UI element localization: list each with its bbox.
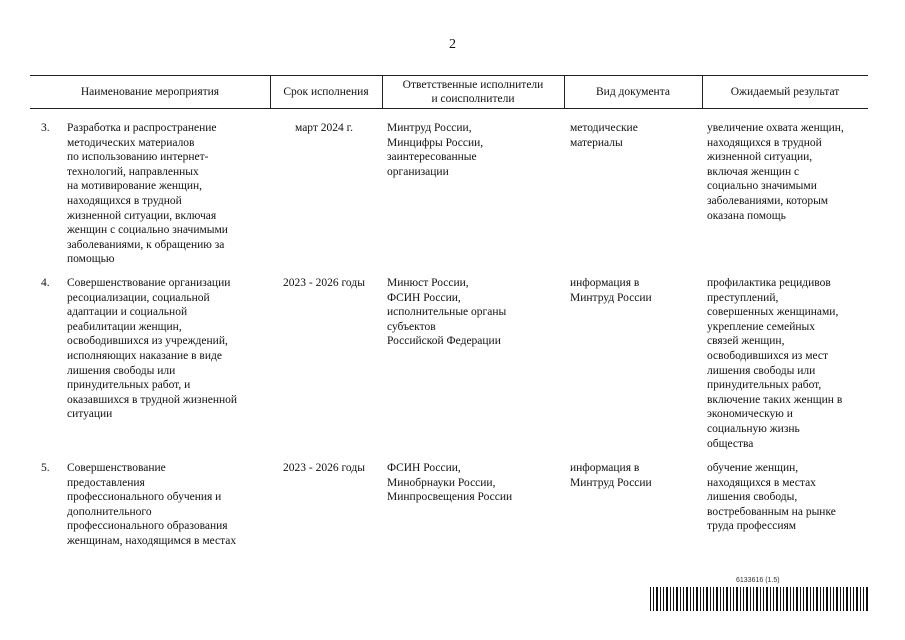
text-line: Ожидаемый результат: [730, 86, 840, 98]
barcode-bar: [686, 587, 688, 611]
barcode-bar: [670, 587, 671, 611]
text-line: на мотивирование женщин,: [67, 180, 203, 193]
text-line: находящихся в трудной: [707, 136, 822, 149]
barcode-bar: [683, 587, 684, 611]
barcode-bar: [716, 587, 718, 611]
row-responsible: [387, 276, 562, 349]
text-line: находящихся в трудной: [67, 194, 182, 207]
barcode-bar: [833, 587, 834, 611]
header-responsible: [382, 76, 564, 108]
barcode-bar: [696, 587, 698, 611]
barcode-bar: [690, 587, 691, 611]
barcode-bar: [740, 587, 741, 611]
text-line: заболеваниями, которым: [707, 194, 829, 207]
barcode-bar: [810, 587, 811, 611]
text-line: лишения свободы,: [707, 491, 798, 504]
text-line: март 2024 г.: [295, 122, 353, 134]
text-line: Минцифры России,: [387, 136, 484, 149]
row-responsible: [387, 121, 562, 179]
text-line: экономическую и: [707, 408, 793, 421]
row-doc-type: [570, 461, 698, 490]
text-line: Совершенствование: [67, 462, 166, 474]
text-line: Разработка и распространение: [67, 122, 217, 134]
barcode-bar: [673, 587, 674, 611]
barcode-bar: [736, 587, 738, 611]
row-number: 3.: [41, 122, 50, 134]
barcode-bar: [743, 587, 744, 611]
text-line: преступлений,: [707, 291, 779, 304]
barcode-bar: [763, 587, 764, 611]
row-result: [707, 121, 867, 223]
text-line: адаптации и социальной: [67, 306, 188, 319]
text-line: Минпросвещения России: [387, 491, 513, 504]
barcode-bar: [720, 587, 721, 611]
barcode-bar: [816, 587, 818, 611]
barcode-bar: [796, 587, 798, 611]
row-doc-type: [570, 121, 698, 150]
text-line: Наименование мероприятия: [80, 86, 220, 98]
barcode-bar: [830, 587, 831, 611]
row-name: [67, 276, 267, 422]
text-line: предоставления: [67, 476, 145, 489]
barcode-bar: [753, 587, 754, 611]
text-line: технологий, направленных: [67, 165, 199, 178]
text-line: ресоциализации, социальной: [67, 291, 210, 304]
barcode-bar: [653, 587, 654, 611]
barcode-bar: [790, 587, 791, 611]
barcode-bar: [800, 587, 801, 611]
row-deadline: [272, 276, 376, 291]
barcode-bar: [853, 587, 854, 611]
text-line: Минюст России,: [387, 277, 469, 289]
row-deadline: [272, 121, 376, 136]
barcode-bar: [793, 587, 794, 611]
row-number: 5.: [41, 462, 50, 474]
barcode-bar: [693, 587, 694, 611]
text-line: оказавшихся в трудной жизненной: [67, 393, 238, 406]
text-line: включая женщин с: [707, 165, 800, 178]
text-line: оказана помощь: [707, 209, 786, 222]
barcode-bar: [866, 587, 868, 611]
text-line: женщин с социально значимыми: [67, 224, 228, 237]
text-line: Совершенствование организации: [67, 277, 231, 289]
barcode-bar: [786, 587, 788, 611]
barcode-bar: [850, 587, 851, 611]
text-line: связей женщин,: [707, 335, 785, 348]
text-line: заболеваниями, к обращению за: [67, 238, 225, 251]
text-line: принудительных работ,: [707, 379, 822, 392]
barcode-bar: [650, 587, 651, 611]
text-line: Минтруд России: [570, 476, 652, 489]
barcode-number: 6133616 (1.5): [736, 577, 780, 584]
barcode-bar: [713, 587, 714, 611]
row-name: [67, 121, 267, 267]
text-line: ФСИН России,: [387, 291, 461, 304]
text-line: социально значимыми: [707, 180, 817, 193]
barcode-bar: [710, 587, 711, 611]
barcode-bar: [760, 587, 761, 611]
barcode-bar: [676, 587, 678, 611]
text-line: заинтересованные: [387, 151, 477, 164]
barcode-bar: [856, 587, 858, 611]
text-line: информация в: [570, 277, 640, 289]
barcode-bar: [746, 587, 748, 611]
text-line: лишения свободы или: [707, 364, 816, 377]
barcode-bar: [730, 587, 731, 611]
barcode-bar: [776, 587, 778, 611]
barcode-bar: [773, 587, 774, 611]
text-line: труда профессиям: [707, 520, 797, 533]
text-line: жизненной ситуации, включая: [67, 209, 217, 222]
text-line: профессионального образования: [67, 520, 228, 533]
barcode-bar: [820, 587, 821, 611]
barcode-bar: [770, 587, 771, 611]
barcode-bar: [823, 587, 824, 611]
text-line: 2023 - 2026 годы: [283, 462, 365, 474]
text-line: социальную жизнь: [707, 422, 800, 435]
barcode-bar: [843, 587, 844, 611]
header-deadline: [270, 76, 382, 108]
text-line: реабилитации женщин,: [67, 320, 182, 333]
row-responsible: [387, 461, 562, 505]
barcode-bar: [750, 587, 751, 611]
text-line: 2023 - 2026 годы: [283, 277, 365, 289]
barcode-bar: [813, 587, 814, 611]
text-line: жизненной ситуации,: [707, 151, 813, 164]
text-line: профессионального обучения и: [67, 491, 222, 504]
text-line: освободившихся из мест: [707, 349, 829, 362]
text-line: ситуации: [67, 408, 113, 421]
barcode-bar: [726, 587, 728, 611]
barcode-bar: [756, 587, 758, 611]
page-number: 2: [449, 37, 456, 52]
barcode-bar: [706, 587, 708, 611]
text-line: Минобрнауки России,: [387, 476, 496, 489]
text-line: Минтруд России,: [387, 122, 472, 134]
barcode-bar: [780, 587, 781, 611]
text-line: общества: [707, 437, 754, 450]
barcode-bar: [783, 587, 784, 611]
row-deadline: [272, 461, 376, 476]
row-result: [707, 461, 867, 534]
barcode-bar: [766, 587, 768, 611]
text-line: помощью: [67, 253, 115, 266]
barcode-bar: [826, 587, 828, 611]
barcode-bar: [846, 587, 848, 611]
barcode-bar: [840, 587, 841, 611]
text-line: Вид документа: [596, 86, 670, 98]
text-line: организации: [387, 165, 449, 178]
text-line: информация в: [570, 462, 640, 474]
barcode-bar: [803, 587, 804, 611]
text-line: профилактика рецидивов: [707, 277, 831, 289]
barcode-bar: [806, 587, 808, 611]
barcode-bar: [733, 587, 734, 611]
text-line: Минтруд России: [570, 291, 652, 304]
barcode-bar: [863, 587, 864, 611]
text-line: востребованным на рынке: [707, 505, 836, 518]
text-line: увеличение охвата женщин,: [707, 122, 844, 134]
text-line: лишения свободы или: [67, 364, 176, 377]
header-name: [30, 76, 270, 108]
text-line: по использованию интернет-: [67, 151, 209, 164]
barcode-bar: [860, 587, 861, 611]
header-doc-type: [564, 76, 702, 108]
barcode-bar: [663, 587, 664, 611]
text-line: и соисполнители: [431, 93, 515, 105]
text-line: совершенных женщинами,: [707, 306, 839, 319]
header-result: [702, 76, 868, 108]
text-line: субъектов: [387, 320, 436, 333]
row-result: [707, 276, 867, 451]
text-line: находящихся в местах: [707, 476, 816, 489]
barcode: [650, 587, 870, 611]
text-line: дополнительного: [67, 505, 152, 518]
text-line: Ответственные исполнители: [402, 79, 544, 91]
text-line: ФСИН России,: [387, 462, 461, 474]
row-number: 4.: [41, 277, 50, 289]
barcode-bar: [666, 587, 668, 611]
barcode-bar: [660, 587, 661, 611]
text-line: обучение женщин,: [707, 462, 799, 474]
text-line: исполнительные органы: [387, 306, 507, 319]
barcode-bar: [836, 587, 838, 611]
barcode-bar: [656, 587, 658, 611]
text-line: Российской Федерации: [387, 335, 501, 348]
barcode-bar: [723, 587, 724, 611]
text-line: принудительных работ, и: [67, 379, 191, 392]
header-bottom-rule: [30, 108, 868, 109]
barcode-bar: [700, 587, 701, 611]
barcode-bar: [703, 587, 704, 611]
text-line: методические: [570, 122, 638, 134]
text-line: Срок исполнения: [283, 86, 369, 98]
barcode-bar: [680, 587, 681, 611]
text-line: укрепление семейных: [707, 320, 815, 333]
text-line: женщинам, находящимся в местах: [67, 534, 237, 547]
text-line: включение таких женщин в: [707, 393, 843, 406]
text-line: исполняющих наказание в виде: [67, 349, 222, 362]
row-name: [67, 461, 267, 549]
text-line: материалы: [570, 136, 623, 149]
text-line: освободившихся из учреждений,: [67, 335, 228, 348]
row-doc-type: [570, 276, 698, 305]
text-line: методических материалов: [67, 136, 195, 149]
